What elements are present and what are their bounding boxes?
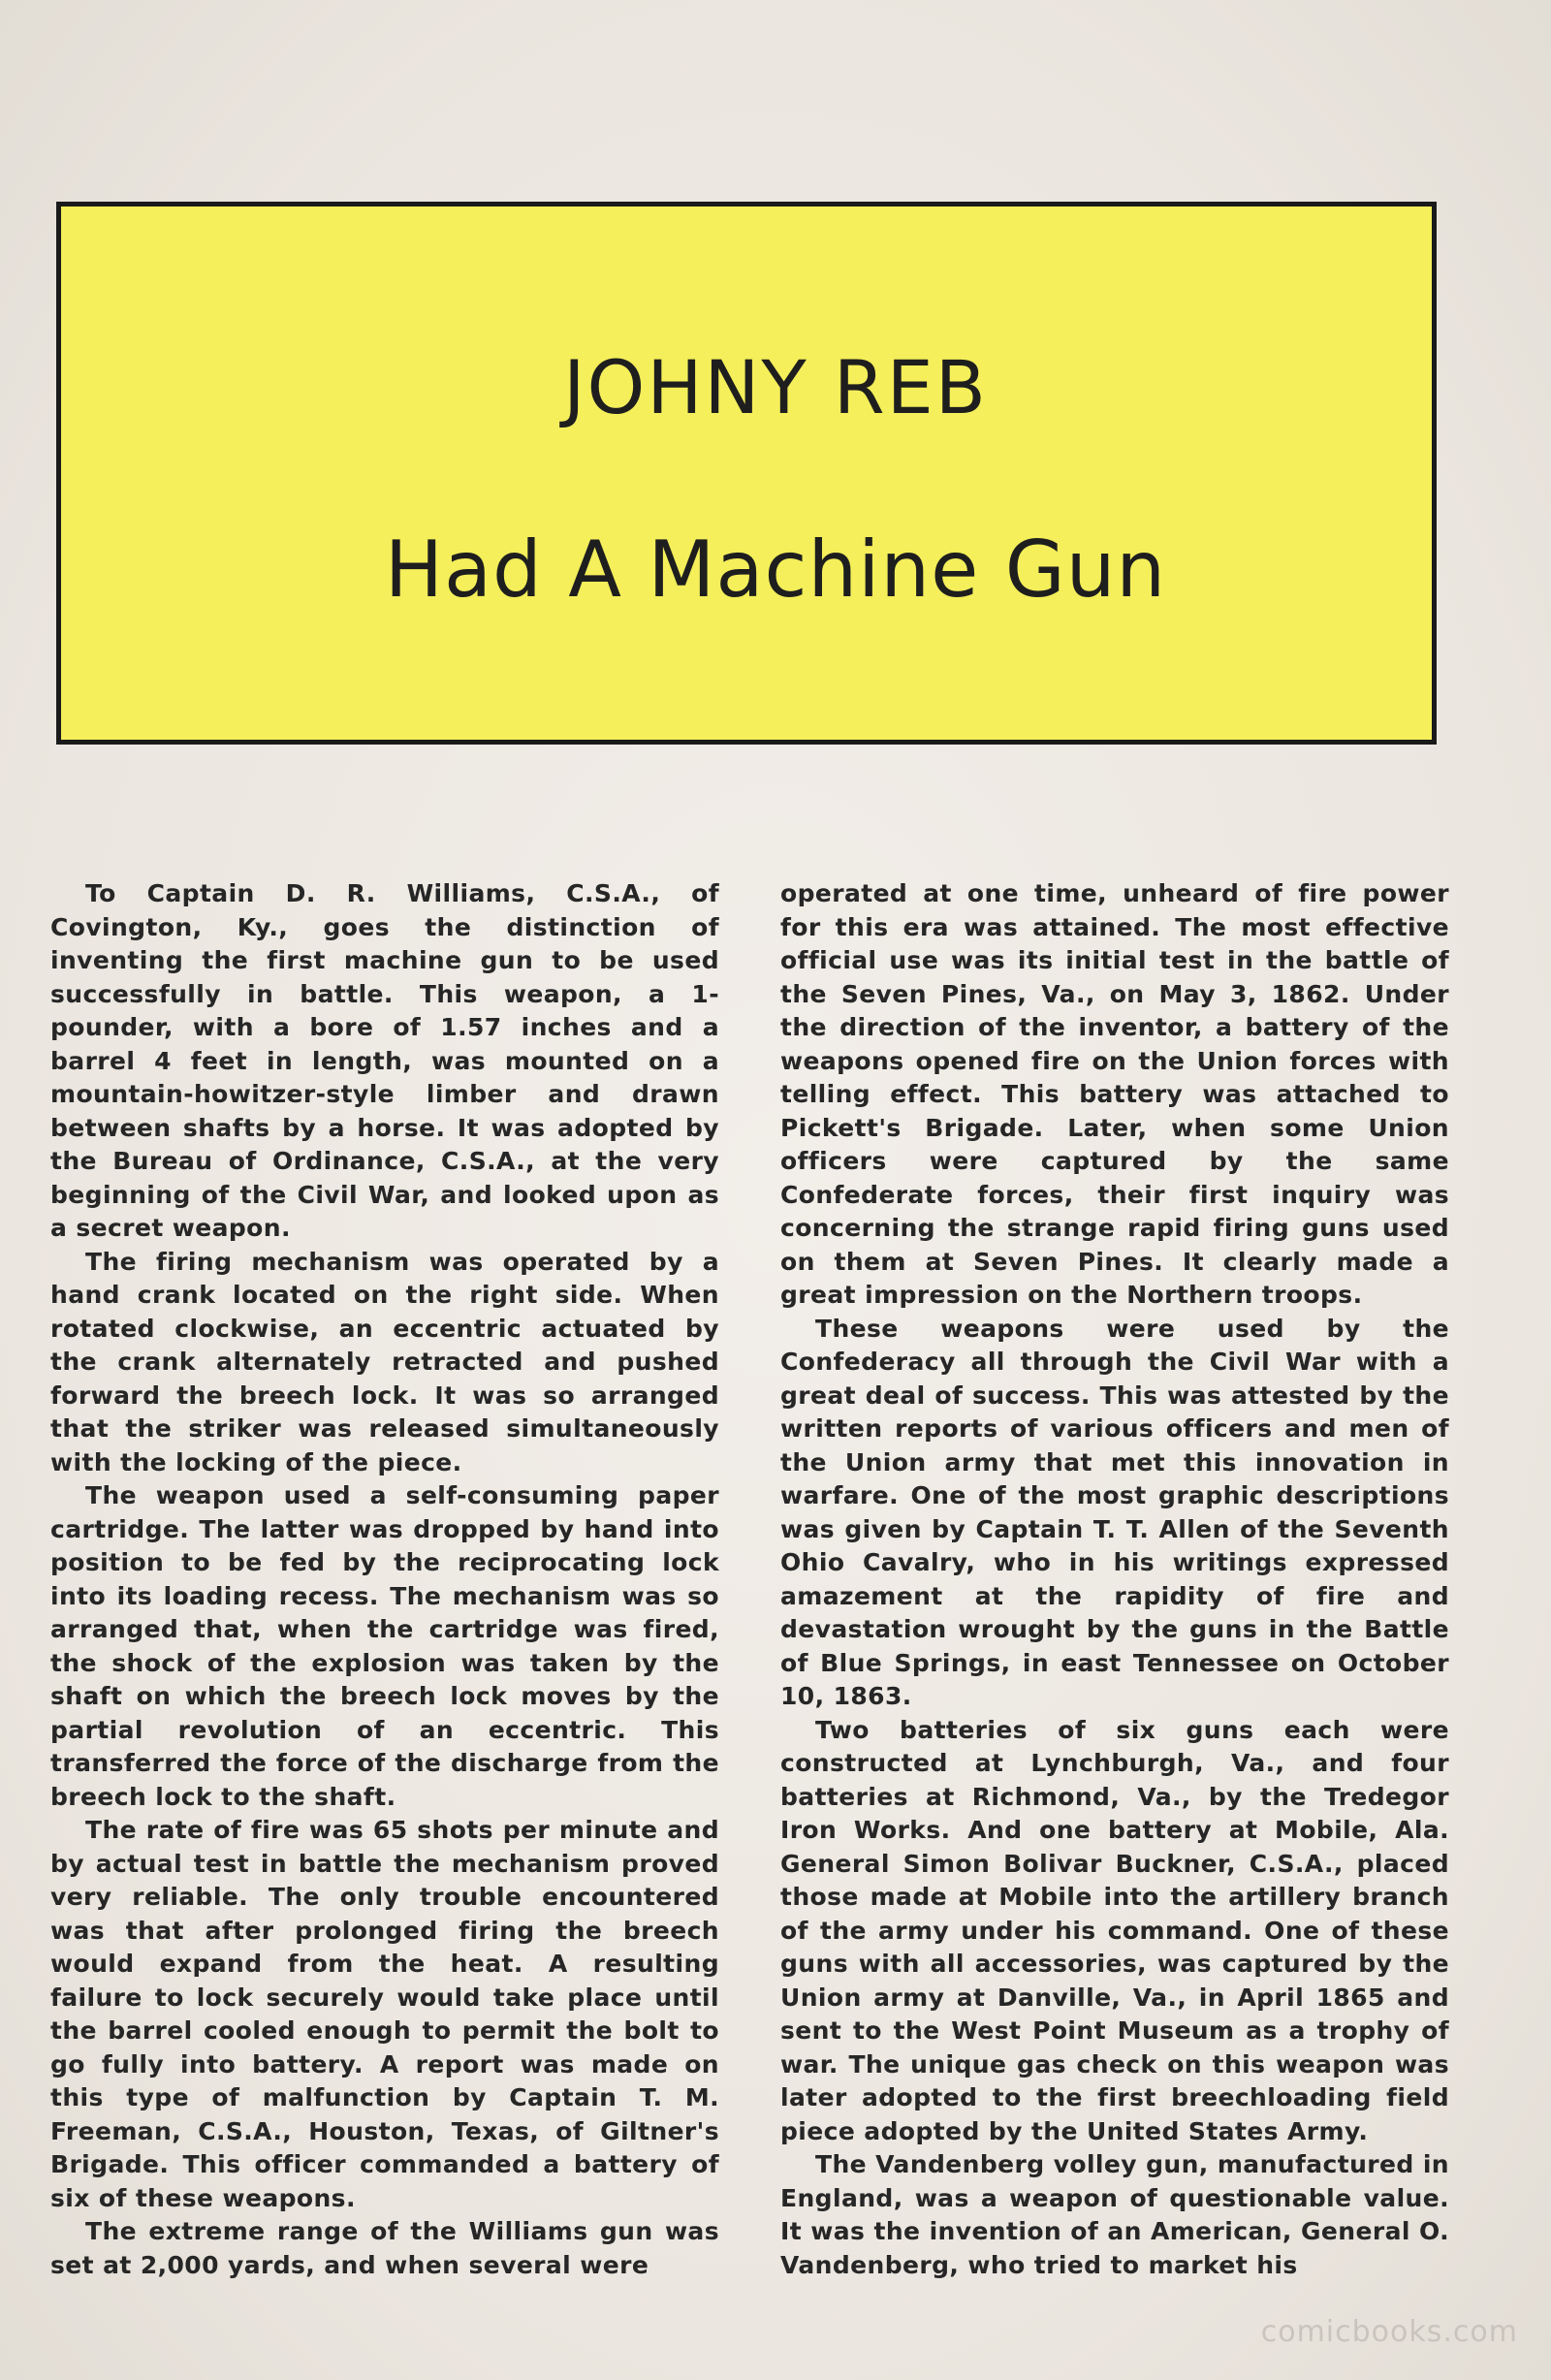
paragraph: The Vandenberg volley gun, manufactured in England, was a weapon of questionable value. It was the invention of an American, General O. Vandenberg, who tried to market his (780, 2150, 1449, 2279)
paragraph: operated at one time, unheard of fire power for this era was attained. The most effective official use was its initial test in the battle of the Seven Pines, Va., on May 3, 1862. Under the direction of the inventor, a battery of the weapons opened fire on the Union forces with telling effect. This battery was attached to Pickett's Brigade. Later, when some Union officers were captured by the same Confederate forces, their first inquiry was concerning the strange rapid firing guns used on them at Seven Pines. It clearly made a great impression on the Northern troops. (780, 879, 1449, 1309)
title-heading: JOHNY REB (563, 344, 988, 430)
watermark: comicbooks.com (1260, 2315, 1518, 2349)
paragraph: These weapons were used by the Confederacy all through the Civil War with a great deal of success. This was attested by the written reports of various officers and men of the Union army that met this innovation in warfare. One of the most graphic descriptions was given by Captain T. T. Allen of the Seventh Ohio Cavalry, who in his writings expressed amazement at the rapidity of fire and devastation wrought by the guns in the Battle of Blue Springs, in east Tennessee on October 10, 1863. (780, 1314, 1449, 1710)
paragraph: The extreme range of the Williams gun was set at 2,000 yards, and when several were (50, 2217, 719, 2279)
paragraph: To Captain D. R. Williams, C.S.A., of Covington, Ky., goes the distinction of inventing the first machine gun to be used successfully in battle. This weapon, a 1-pounder, with a bore of 1.57 inches and a barrel 4 feet in length, was mounted on a mountain-howitzer-style limber and drawn between shafts by a horse. It was adopted by the Bureau of Ordinance, C.S.A., at the very beginning of the Civil War, and looked upon as a secret weapon. (50, 879, 719, 1242)
title-subheading: Had A Machine Gun (384, 524, 1167, 615)
article-left-column (50, 877, 719, 2282)
paragraph: The weapon used a self-consuming paper cartridge. The latter was dropped by hand into position to be fed by the reciprocating lock into its loading recess. The mechanism was so arranged that, when the cartridge was fired, the shock of the explosion was taken by the shaft on which the breech lock moves by the partial revolution of an eccentric. This transferred the force of the discharge from the breech lock to the shaft. (50, 1481, 719, 1811)
title-box (56, 202, 1437, 745)
article-right-column (780, 877, 1449, 2282)
paragraph: The rate of fire was 65 shots per minute and by actual test in battle the mechanism proved very reliable. The only trouble encountered was that after prolonged firing the breech would expand from the heat. A resulting failure to lock securely would take place until the barrel cooled enough to permit the bolt to go fully into battery. A report was made on this type of malfunction by Captain T. M. Freeman, C.S.A., Houston, Texas, of Giltner's Brigade. This officer commanded a battery of six of these weapons. (50, 1816, 719, 2212)
paragraph: The firing mechanism was operated by a hand crank located on the right side. When rotated clockwise, an eccentric actuated by the crank alternately retracted and pushed forward the breech lock. It was so arranged that the striker was released simultaneously with the locking of the piece. (50, 1247, 719, 1476)
paragraph: Two batteries of six guns each were constructed at Lynchburgh, Va., and four batteries at Richmond, Va., by the Tredegor Iron Works. And one battery at Mobile, Ala. General Simon Bolivar Buckner, C.S.A., placed those made at Mobile into the artillery branch of the army under his command. One of these guns with all accessories, was captured by the Union army at Danville, Va., in April 1865 and sent to the West Point Museum as a trophy of war. The unique gas check on this weapon was later adopted to the first breechloading field piece adopted by the United States Army. (780, 1715, 1449, 2145)
